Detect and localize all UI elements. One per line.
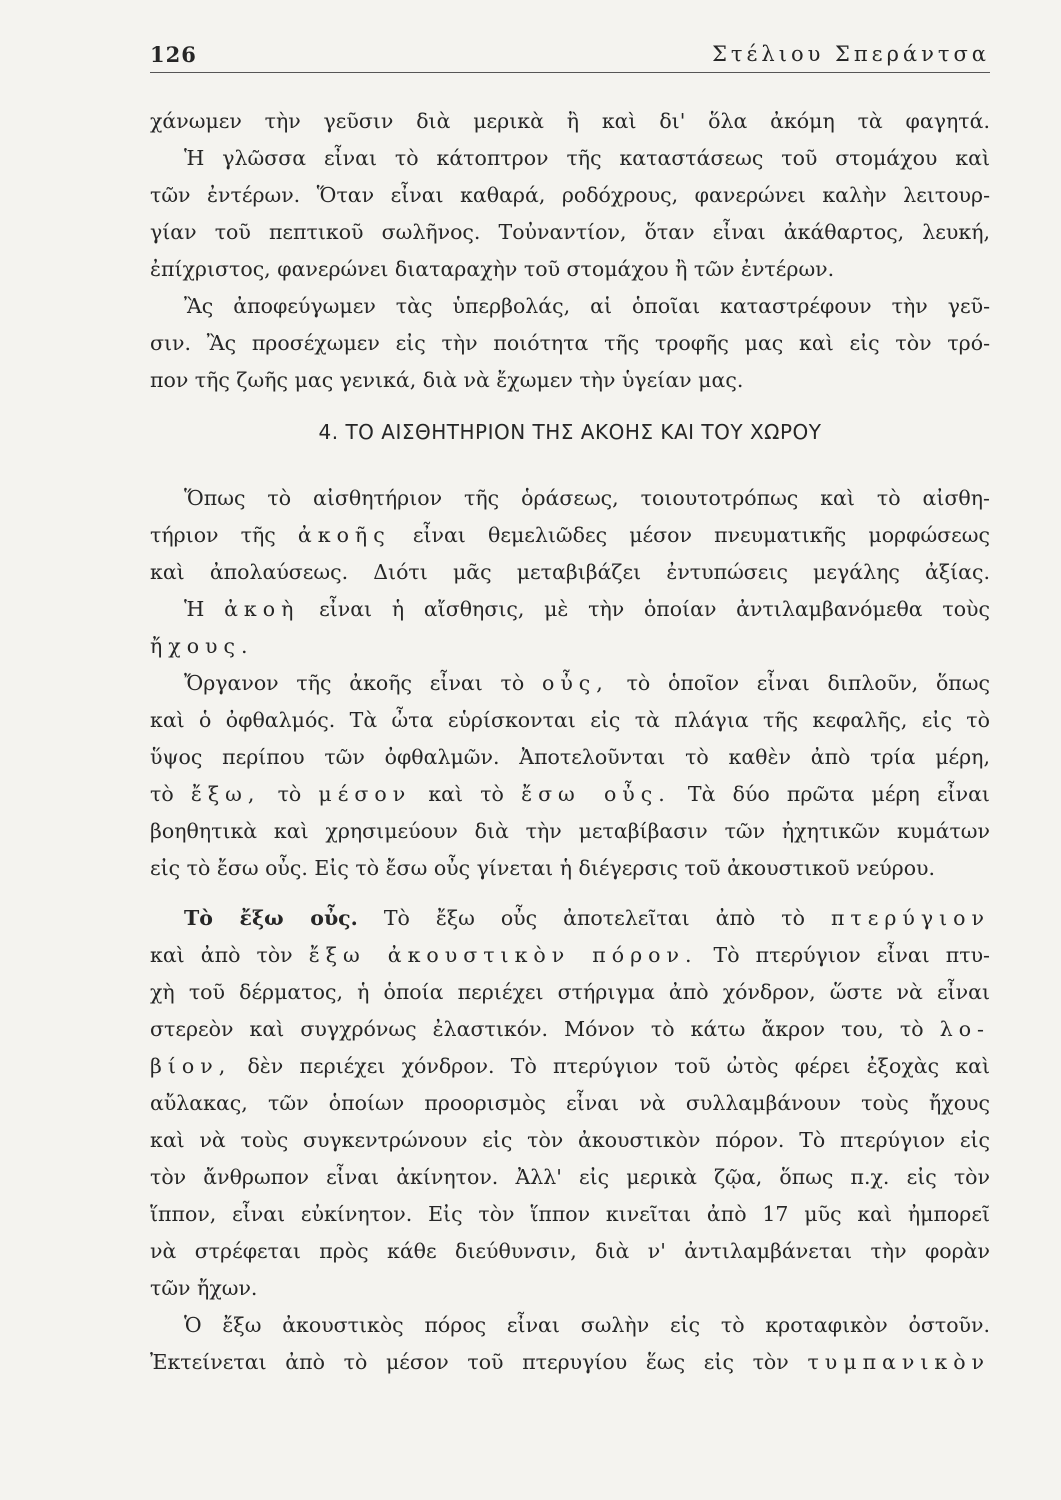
page-number: 126 xyxy=(150,42,197,67)
text-line: καὶ ἀπὸ τὸν ἔξω ἀκουστικὸν πόρον. Τὸ πτερύγιον εἶναι πτυ- xyxy=(150,943,990,967)
spaced-term: ἔξω ἀκουστικὸν πόρον. xyxy=(308,943,698,967)
paragraph-outer-ear xyxy=(150,900,990,1381)
text-line: ἵππον, εἶναι εὐκίνητον. Εἰς τὸν ἵππον κινεῖται ἀπὸ 17 μῦς καὶ ἠμπορεῖ xyxy=(150,1202,990,1226)
text-line: καὶ ὁ ὀφθαλμός. Τὰ ὦτα εὑρίσκονται εἰς τὰ πλάγια τῆς κεφαλῆς, εἰς τὸ xyxy=(150,708,990,732)
text-line: βίον, δὲν περιέχει χόνδρον. Τὸ πτερύγιον τοῦ ὠτὸς φέρει ἐξοχὰς καὶ xyxy=(150,1054,990,1078)
text-line: ἐπίχριστος, φανερώνει διαταραχὴν τοῦ στομάχου ἢ τῶν ἐντέρων. xyxy=(150,257,835,281)
text-line: Τὸ ἔξω οὖς. Τὸ ἔξω οὖς ἀποτελεῖται ἀπὸ τὸ πτερύγιον xyxy=(184,906,990,930)
text-line: τὸν ἄνθρωπον εἶναι ἀκίνητον. Ἀλλ' εἰς μερικὰ ζῷα, ὅπως π.χ. εἰς τὸν xyxy=(150,1165,990,1189)
spaced-term: οὖς, xyxy=(542,671,609,695)
text-line: καὶ νὰ τοὺς συγκεντρώνουν εἰς τὸν ἀκουστικὸν πόρον. Τὸ πτερύγιον εἰς xyxy=(150,1128,990,1152)
text-line: καὶ ἀπολαύσεως. Διότι μᾶς μεταβιβάζει ἐντυπώσεις μεγάλης ἀξίας. xyxy=(150,560,990,584)
text-line: χάνωμεν τὴν γεῦσιν διὰ μερικὰ ἢ καὶ δι' ὅλα ἀκόμη τὰ φαγητά. xyxy=(150,109,990,133)
text-line: Ὅπως τὸ αἰσθητήριον τῆς ὁράσεως, τοιουτοτρόπως καὶ τὸ αἰσθη- xyxy=(184,486,990,510)
text-line: Ἐκτείνεται ἀπὸ τὸ μέσον τοῦ πτερυγίου ἕως εἰς τὸν τυμπανικὸν xyxy=(150,1350,990,1374)
paragraph-taste-conclusion xyxy=(150,103,990,399)
spaced-term: ἤχους. xyxy=(150,634,254,658)
text-line: σιν. Ἂς προσέχωμεν εἰς τὴν ποιότητα τῆς τροφῆς μας καὶ εἰς τὸν τρό- xyxy=(150,331,990,355)
paragraph-hearing-intro xyxy=(150,480,990,887)
spaced-term: ἔξω, xyxy=(190,782,261,806)
header-rule xyxy=(150,72,990,73)
text-line: Ἂς ἀποφεύγωμεν τὰς ὑπερβολάς, αἱ ὁποῖαι καταστρέφουν τὴν γεῦ- xyxy=(184,294,990,318)
text-line: στερεὸν καὶ συγχρόνως ἐλαστικόν. Μόνον τὸ κάτω ἄκρον του, τὸ λο- xyxy=(150,1017,990,1041)
spaced-term: ἀκοὴ xyxy=(224,597,300,621)
spaced-term: ἔσω οὖς. xyxy=(521,782,671,806)
text-line xyxy=(150,628,990,665)
subheading: Τὸ ἔξω οὖς. xyxy=(184,906,358,930)
text-line: χὴ τοῦ δέρματος, ἡ ὁποία περιέχει στήριγμα ἀπὸ χόνδρον, ὥστε νὰ εἶναι xyxy=(150,980,990,1004)
spaced-term: ἀκοῆς xyxy=(297,523,391,547)
text-line: τῶν ἐντέρων. Ὅταν εἶναι καθαρά, ροδόχρους, φανερώνει καλὴν λειτουρ- xyxy=(150,183,990,207)
spaced-term: λο- xyxy=(939,1017,990,1041)
text-line: τήριον τῆς ἀκοῆς εἶναι θεμελιῶδες μέσον πνευματικῆς μορφώσεως xyxy=(150,523,990,547)
text-line: Ἡ γλῶσσα εἶναι τὸ κάτοπτρον τῆς καταστάσεως τοῦ στομάχου καὶ xyxy=(184,146,990,170)
text-line: νὰ στρέφεται πρὸς κάθε διεύθυνσιν, διὰ ν' ἀντιλαμβάνεται τὴν φορὰν xyxy=(150,1239,990,1263)
spaced-term: βίον, xyxy=(150,1054,232,1078)
spaced-term: πτερύγιον xyxy=(830,906,990,930)
text-line: Ὄργανον τῆς ἀκοῆς εἶναι τὸ οὖς, τὸ ὁποῖον εἶναι διπλοῦν, ὅπως xyxy=(184,671,990,695)
text-line: τὸ ἔξω, τὸ μέσον καὶ τὸ ἔσω οὖς. Τὰ δύο πρῶτα μέρη εἶναι xyxy=(150,782,990,806)
text-line: Ἡ ἀκοὴ εἶναι ἡ αἴσθησις, μὲ τὴν ὁποίαν ἀντιλαμβανόμεθα τοὺς xyxy=(184,597,990,621)
text-line: Ὁ ἔξω ἀκουστικὸς πόρος εἶναι σωλὴν εἰς τὸ κροταφικὸν ὀστοῦν. xyxy=(184,1313,990,1337)
spaced-term: μέσον xyxy=(318,782,412,806)
section-heading: 4. ΤΟ ΑΙΣΘΗΤΗΡΙΟΝ ΤΗΣ ΑΚΟΗΣ ΚΑΙ ΤΟΥ ΧΩΡΟΥ xyxy=(318,420,822,444)
text-line: πον τῆς ζωῆς μας γενικά, διὰ νὰ ἔχωμεν τὴν ὑγείαν μας. xyxy=(150,368,744,392)
text-line: εἰς τὸ ἔσω οὖς. Εἰς τὸ ἔσω οὖς γίνεται ἡ διέγερσις τοῦ ἀκουστικοῦ νεύρου. xyxy=(150,856,936,880)
spaced-term: τυμπανικὸν xyxy=(807,1350,990,1374)
text-line: βοηθητικὰ καὶ χρησιμεύουν διὰ τὴν μεταβίβασιν τῶν ἠχητικῶν κυμάτων xyxy=(150,819,990,843)
text-line: γίαν τοῦ πεπτικοῦ σωλῆνος. Τοὐναντίον, ὅταν εἶναι ἀκάθαρτος, λευκή, xyxy=(150,220,990,244)
text-line: τῶν ἤχων. xyxy=(150,1276,258,1300)
page-header xyxy=(150,38,990,78)
text-line: αὔλακας, τῶν ὁποίων προορισμὸς εἶναι νὰ συλλαμβάνουν τοὺς ἤχους xyxy=(150,1091,990,1115)
text-line: ὕψος περίπου τῶν ὀφθαλμῶν. Ἀποτελοῦνται τὸ καθὲν ἀπὸ τρία μέρη, xyxy=(150,745,990,769)
running-head: Στέλιου Σπεράντσα xyxy=(712,42,990,66)
